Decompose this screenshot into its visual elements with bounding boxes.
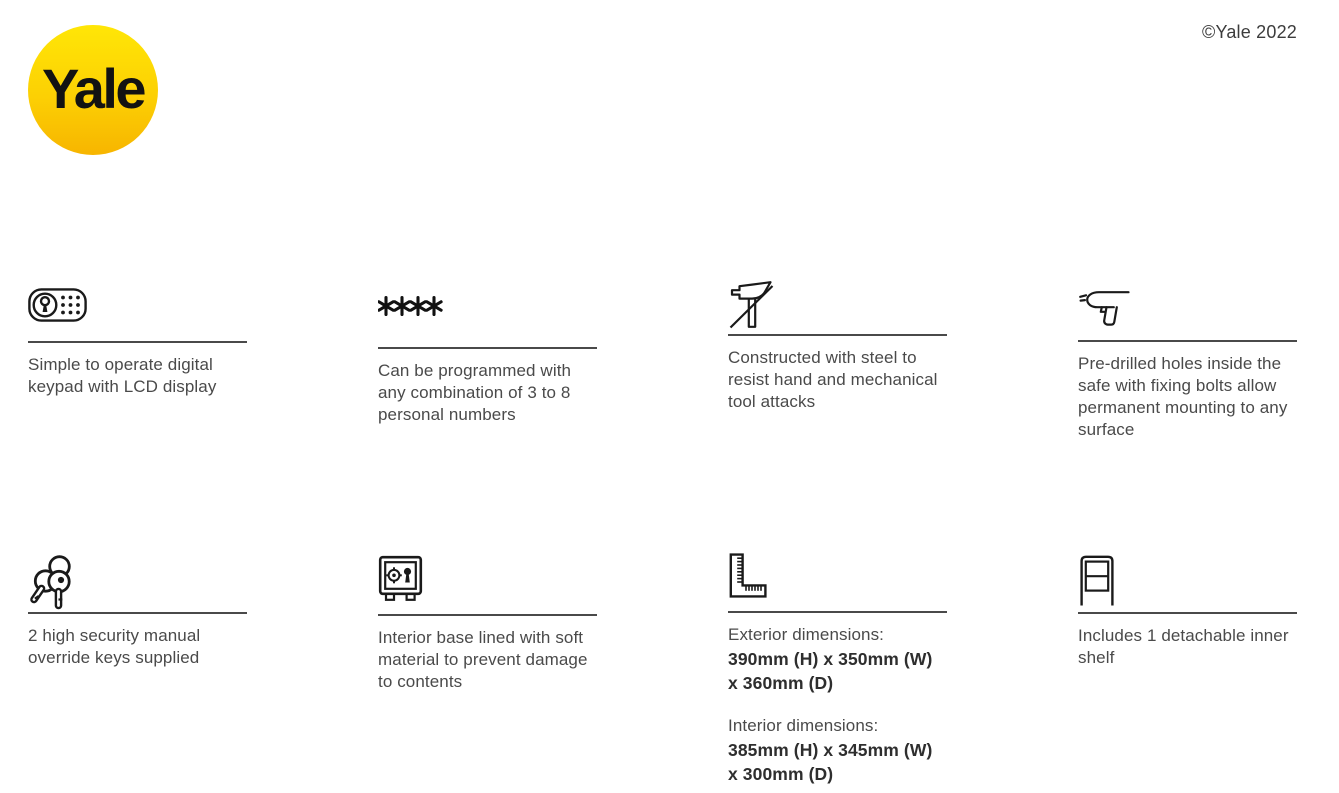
feature-text: Simple to operate digital keypad with LCD display bbox=[28, 355, 217, 396]
feature-text: 2 high security manual override keys supplied bbox=[28, 626, 201, 667]
ruler-dimensions-icon bbox=[728, 552, 768, 599]
feature-card-override-keys bbox=[28, 552, 248, 669]
keypad-lcd-icon bbox=[28, 288, 87, 322]
feature-card-pin-code bbox=[378, 281, 598, 426]
feature-card-mounting bbox=[1078, 281, 1298, 441]
divider bbox=[378, 614, 597, 616]
feature-card-dimensions bbox=[728, 552, 948, 786]
divider bbox=[728, 334, 947, 336]
exterior-dimensions-value: 390mm (H) x 350mm (W) x 360mm (D) bbox=[728, 649, 933, 693]
feature-card-lined-base bbox=[378, 552, 598, 693]
feature-text: Interior base lined with soft material to prevent damage to contents bbox=[378, 628, 588, 691]
pin-code-asterisks-icon bbox=[378, 294, 444, 320]
no-hammer-attack-icon bbox=[728, 281, 776, 329]
feature-card-steel-construction bbox=[728, 281, 948, 413]
divider bbox=[1078, 340, 1297, 342]
safe-lined-base-icon bbox=[378, 555, 424, 603]
feature-text: Includes 1 detachable inner shelf bbox=[1078, 626, 1289, 667]
feature-card-keypad bbox=[28, 281, 248, 398]
divider bbox=[28, 341, 247, 343]
feature-card-inner-shelf bbox=[1078, 552, 1298, 669]
exterior-dimensions-label: Exterior dimensions: bbox=[728, 625, 885, 644]
drill-mounting-icon bbox=[1078, 287, 1130, 331]
copyright-text: ©Yale 2022 bbox=[1202, 22, 1297, 42]
inner-shelf-icon bbox=[1078, 553, 1116, 606]
dimensions-text bbox=[728, 624, 948, 786]
interior-dimensions-label: Interior dimensions: bbox=[728, 716, 879, 735]
feature-text: Constructed with steel to resist hand and mechanical tool attacks bbox=[728, 348, 938, 411]
divider bbox=[728, 611, 947, 613]
yale-logo bbox=[28, 25, 158, 155]
divider bbox=[1078, 612, 1297, 614]
feature-text: Pre-drilled holes inside the safe with fixing bolts allow permanent mounting to any surface bbox=[1078, 354, 1288, 439]
divider bbox=[378, 347, 597, 349]
feature-text: Can be programmed with any combination of 3 to 8 personal numbers bbox=[378, 361, 572, 424]
override-keys-icon bbox=[28, 553, 82, 611]
interior-dimensions-value: 385mm (H) x 345mm (W) x 300mm (D) bbox=[728, 740, 933, 784]
yale-logo-text: Yale bbox=[41, 56, 145, 120]
divider bbox=[28, 612, 247, 614]
